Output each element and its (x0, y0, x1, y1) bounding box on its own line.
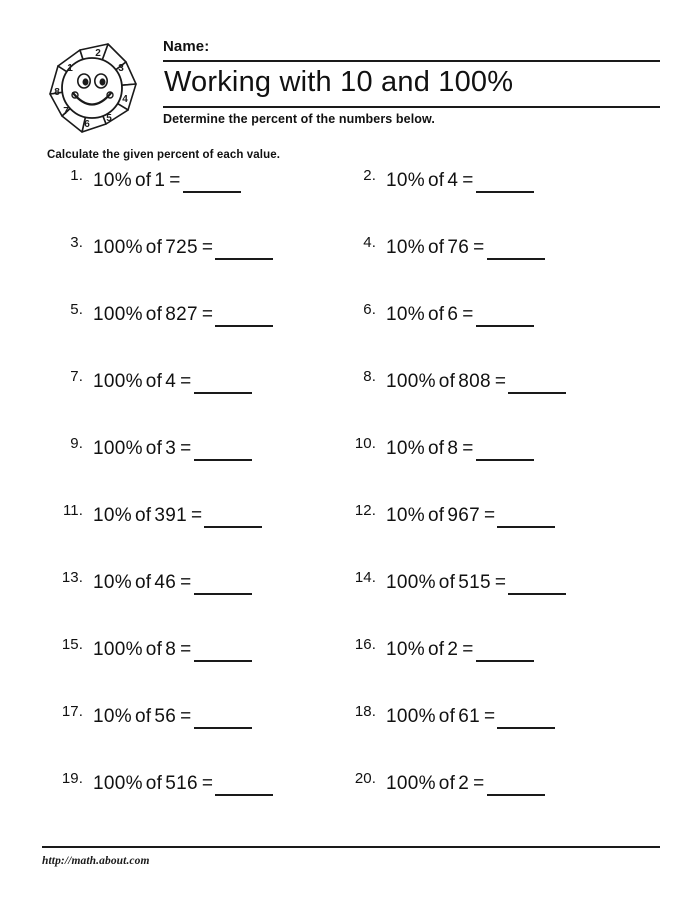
problem-value: 76 (447, 237, 470, 258)
answer-blank[interactable] (497, 715, 555, 729)
problem-equals-sign: = (494, 371, 507, 392)
problem-percent: 100% (386, 371, 436, 392)
problem-of-word: of (134, 170, 152, 191)
ray-number-2: 2 (95, 48, 101, 59)
problem-equals-sign: = (462, 304, 474, 325)
problem-percent: 10% (386, 237, 425, 258)
problem-row (0, 434, 700, 501)
answer-blank[interactable] (476, 447, 534, 461)
answer-blank[interactable] (497, 514, 555, 528)
problem-of-word: of (427, 304, 445, 325)
problem-row (0, 166, 700, 233)
problem-equals-sign: = (169, 170, 181, 191)
problem-expression (386, 367, 566, 394)
problem-value: 515 (458, 572, 491, 593)
problem-expression (93, 702, 252, 729)
problem-value: 827 (165, 304, 198, 325)
problem-number: 10. (354, 435, 376, 452)
problem-number: 18. (354, 703, 376, 720)
problem-of-word: of (427, 170, 445, 191)
problem-of-word: of (438, 773, 456, 794)
problem-of-word: of (427, 639, 445, 660)
problem-percent: 100% (93, 639, 143, 660)
answer-blank[interactable] (476, 648, 534, 662)
problem-row (0, 568, 700, 635)
problem-value: 1 (154, 170, 166, 191)
problem-value: 8 (447, 438, 459, 459)
problem-item (348, 635, 534, 662)
page-title: Working with 10 and 100% (164, 66, 514, 98)
problem-value: 808 (458, 371, 491, 392)
problem-item (55, 702, 252, 729)
answer-blank[interactable] (476, 313, 534, 327)
problem-number: 4. (363, 234, 376, 251)
problem-grid (0, 166, 700, 836)
problem-percent: 100% (93, 237, 143, 258)
smiling-sun-logo (42, 38, 142, 138)
problem-expression (93, 501, 262, 528)
problem-equals-sign: = (180, 639, 192, 660)
problem-equals-sign: = (494, 572, 507, 593)
problem-item (348, 434, 534, 461)
problem-equals-sign: = (473, 237, 485, 258)
answer-blank[interactable] (204, 514, 262, 528)
problem-expression (386, 702, 555, 729)
answer-blank[interactable] (194, 447, 252, 461)
answer-blank[interactable] (487, 782, 545, 796)
problem-expression (386, 166, 534, 193)
problem-value: 391 (154, 505, 187, 526)
problem-item (348, 300, 534, 327)
problem-number: 1. (70, 167, 83, 184)
problem-item (55, 501, 262, 528)
worksheet-footer (42, 846, 660, 869)
problem-percent: 100% (386, 773, 436, 794)
problem-equals-sign: = (462, 438, 474, 459)
problem-expression (386, 434, 534, 461)
problem-number: 12. (354, 502, 376, 519)
problem-equals-sign: = (462, 170, 474, 191)
problem-value: 3 (165, 438, 177, 459)
problem-item (55, 300, 273, 327)
name-label: Name: (163, 38, 210, 55)
problem-of-word: of (438, 572, 456, 593)
ray-number-8: 8 (54, 87, 60, 98)
problem-number: 6. (363, 301, 376, 318)
answer-blank[interactable] (194, 715, 252, 729)
problem-percent: 10% (386, 639, 425, 660)
problem-of-word: of (427, 237, 445, 258)
footer-url: http://math.about.com (42, 855, 150, 867)
problem-of-word: of (145, 237, 163, 258)
problem-value: 516 (165, 773, 198, 794)
problem-number: 3. (70, 234, 83, 251)
title-row (163, 62, 660, 108)
problem-equals-sign: = (201, 773, 214, 794)
problem-percent: 10% (386, 304, 425, 325)
problem-item (348, 367, 566, 394)
problem-equals-sign: = (201, 304, 214, 325)
problem-number: 15. (61, 636, 83, 653)
problem-number: 17. (61, 703, 83, 720)
problem-value: 4 (447, 170, 459, 191)
problem-equals-sign: = (180, 371, 192, 392)
problem-expression (93, 769, 273, 796)
problem-expression (386, 568, 566, 595)
answer-blank[interactable] (508, 380, 566, 394)
problem-percent: 10% (386, 438, 425, 459)
problem-equals-sign: = (484, 505, 496, 526)
problem-row (0, 367, 700, 434)
problem-row (0, 233, 700, 300)
ray-number-3: 3 (118, 63, 124, 74)
problem-item (55, 568, 252, 595)
problem-of-word: of (134, 505, 152, 526)
problem-percent: 10% (93, 706, 132, 727)
problem-value: 725 (165, 237, 198, 258)
ray-number-1: 1 (67, 63, 73, 74)
problem-percent: 100% (93, 773, 143, 794)
problem-of-word: of (134, 706, 152, 727)
problem-item (55, 635, 252, 662)
problem-item (55, 233, 273, 260)
problem-row (0, 635, 700, 702)
problem-number: 2. (363, 167, 376, 184)
problem-item (55, 367, 252, 394)
problem-expression (386, 501, 555, 528)
answer-blank[interactable] (487, 246, 545, 260)
problem-of-word: of (427, 505, 445, 526)
problem-row (0, 702, 700, 769)
problem-percent: 10% (386, 170, 425, 191)
problem-expression (386, 769, 545, 796)
problem-item (348, 233, 545, 260)
problem-expression (93, 367, 252, 394)
answer-blank[interactable] (215, 313, 273, 327)
answer-blank[interactable] (183, 179, 241, 193)
problem-value: 6 (447, 304, 459, 325)
problem-percent: 10% (93, 505, 132, 526)
problem-number: 14. (354, 569, 376, 586)
answer-blank[interactable] (215, 782, 273, 796)
problem-value: 46 (154, 572, 177, 593)
ray-number-7: 7 (63, 106, 69, 117)
problem-expression (93, 434, 252, 461)
problem-number: 20. (354, 770, 376, 787)
problem-number: 8. (363, 368, 376, 385)
problem-item (348, 568, 566, 595)
problem-of-word: of (134, 572, 152, 593)
ray-number-4: 4 (122, 94, 128, 105)
problem-of-word: of (438, 706, 456, 727)
problem-expression (386, 635, 534, 662)
problem-item (55, 166, 241, 193)
problem-percent: 100% (386, 706, 436, 727)
answer-blank[interactable] (194, 380, 252, 394)
problem-of-word: of (145, 438, 163, 459)
answer-blank[interactable] (215, 246, 273, 260)
answer-blank[interactable] (476, 179, 534, 193)
problem-percent: 10% (386, 505, 425, 526)
problem-expression (93, 166, 241, 193)
problem-value: 4 (165, 371, 177, 392)
problem-expression (93, 635, 252, 662)
problem-item (348, 702, 555, 729)
problem-equals-sign: = (180, 438, 192, 459)
problem-item (55, 769, 273, 796)
problem-item (348, 769, 545, 796)
problem-equals-sign: = (180, 706, 192, 727)
problem-value: 8 (165, 639, 177, 660)
problem-value: 56 (154, 706, 177, 727)
problem-number: 19. (61, 770, 83, 787)
ray-number-5: 5 (106, 113, 112, 124)
problem-of-word: of (145, 371, 163, 392)
problem-equals-sign: = (483, 706, 496, 727)
problem-percent: 10% (93, 170, 132, 191)
problem-number: 13. (61, 569, 83, 586)
problem-item (348, 501, 555, 528)
problem-equals-sign: = (462, 639, 474, 660)
problem-number: 7. (70, 368, 83, 385)
problem-of-word: of (145, 773, 163, 794)
problem-number: 11. (62, 502, 83, 519)
problem-value: 967 (447, 505, 480, 526)
problem-value: 2 (447, 639, 459, 660)
problem-of-word: of (427, 438, 445, 459)
problem-equals-sign: = (473, 773, 485, 794)
problem-of-word: of (438, 371, 456, 392)
problem-equals-sign: = (201, 237, 214, 258)
answer-blank[interactable] (508, 581, 566, 595)
problem-of-word: of (145, 304, 163, 325)
problem-item (348, 166, 534, 193)
problem-value: 2 (458, 773, 470, 794)
problem-item (55, 434, 252, 461)
problem-expression (93, 568, 252, 595)
name-field-row[interactable] (163, 36, 660, 62)
problem-percent: 100% (386, 572, 436, 593)
problem-percent: 10% (93, 572, 132, 593)
answer-blank[interactable] (194, 581, 252, 595)
problem-expression (386, 233, 545, 260)
problem-row (0, 501, 700, 568)
ray-number-6: 6 (84, 119, 90, 130)
problem-number: 16. (354, 636, 376, 653)
problem-equals-sign: = (180, 572, 192, 593)
problem-expression (386, 300, 534, 327)
header-text-block (163, 36, 660, 126)
answer-blank[interactable] (194, 648, 252, 662)
worksheet-header (0, 36, 700, 151)
problem-value: 61 (458, 706, 480, 727)
problem-row (0, 769, 700, 836)
worksheet-subtitle: Determine the percent of the numbers below. (163, 112, 435, 126)
problem-row (0, 300, 700, 367)
problem-number: 5. (70, 301, 83, 318)
problem-percent: 100% (93, 438, 143, 459)
problem-percent: 100% (93, 304, 143, 325)
problem-expression (93, 233, 273, 260)
instruction-text: Calculate the given percent of each value. (47, 149, 280, 161)
problem-of-word: of (145, 639, 163, 660)
problem-percent: 100% (93, 371, 143, 392)
problem-expression (93, 300, 273, 327)
problem-number: 9. (70, 435, 83, 452)
problem-equals-sign: = (191, 505, 203, 526)
